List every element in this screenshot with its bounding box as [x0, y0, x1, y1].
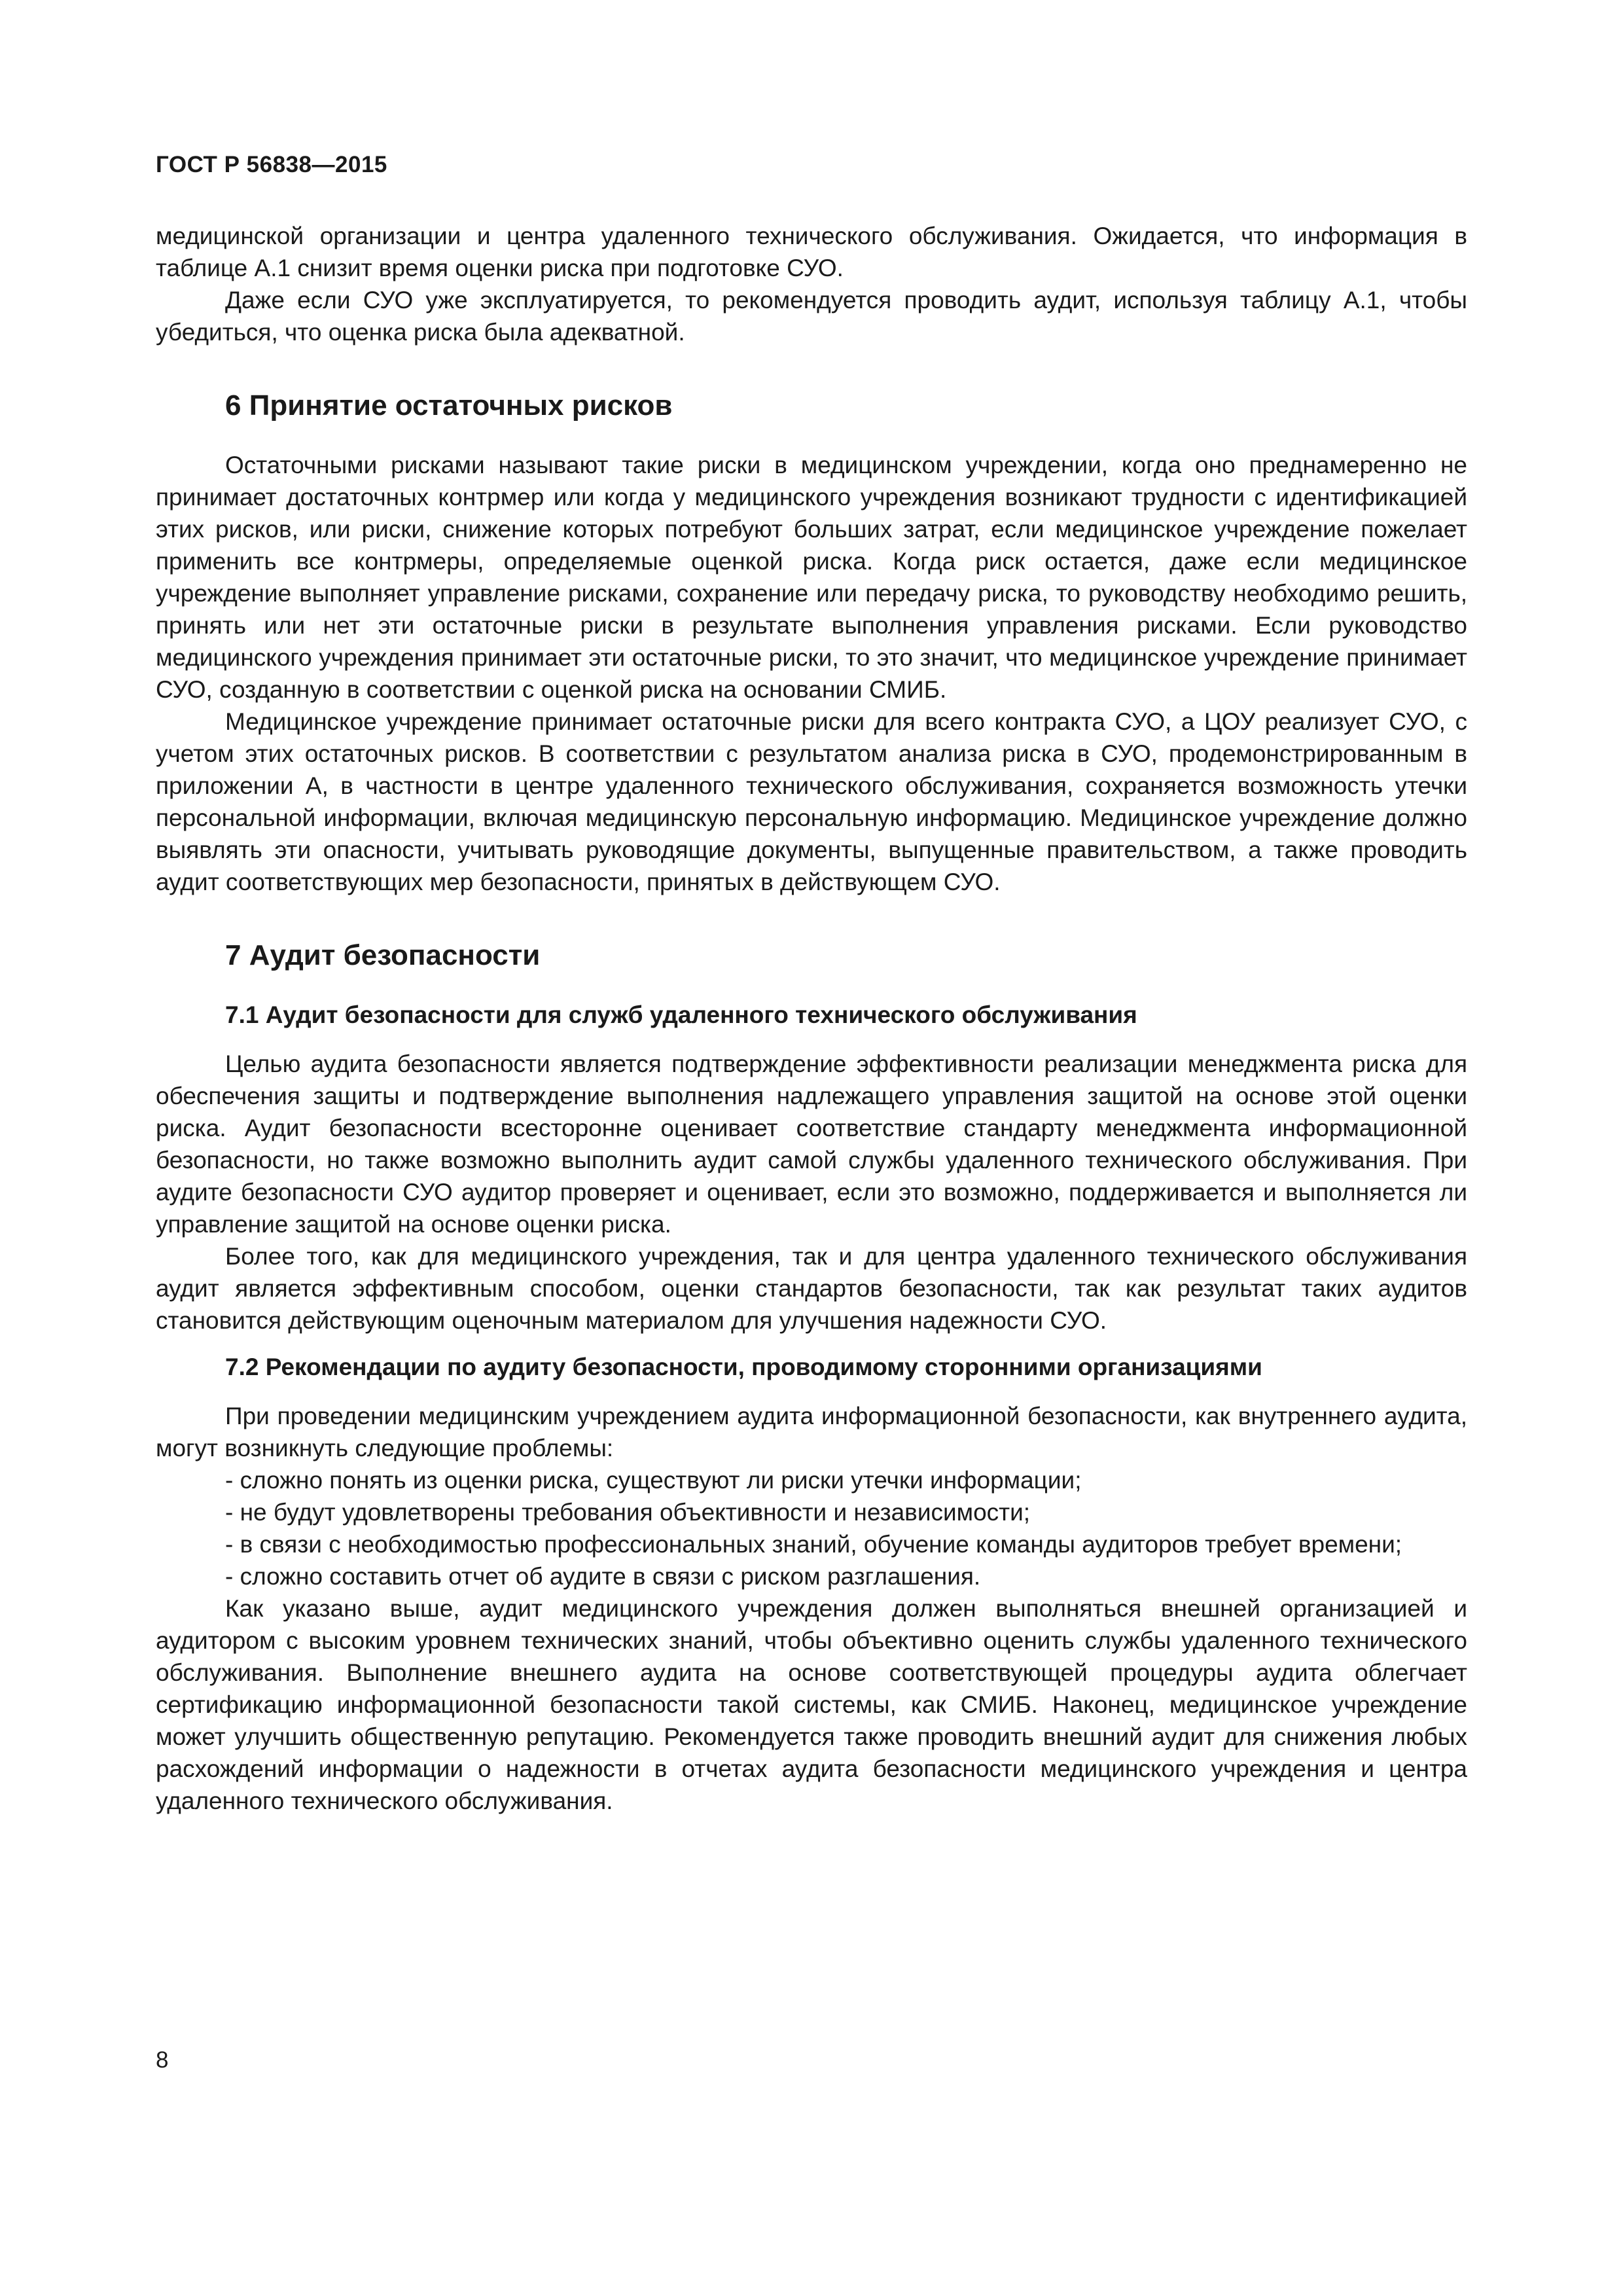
intro-paragraph: Даже если СУО уже эксплуатируется, то рекомендуется проводить аудит, используя таблицу А.1, чтобы убедиться, что оценка риска была адекватной. — [156, 287, 1467, 346]
subsection-7-2-paragraph-1: При проведении медицинским учреждением аудита информационной безопасности, как внутреннего аудита, могут возникнуть следующие проблемы: — [156, 1403, 1467, 1462]
subsection-7-2-paragraph-2: Как указано выше, аудит медицинского учреждения должен выполняться внешней организацией и аудитором с высоким уровнем технических знаний, чтобы объективно оценить службы удаленного технического обслуживания. Выполнение внешнего аудита на основе соответствующей процедуры аудита облегчает сертификацию информационной безопасности такой системы, как СМИБ. Наконец, медицинское учреждение может улучшить общественную репутацию. Рекомендуется также проводить внешний аудит для снижения любых расхождений информации о надежности в отчетах аудита безопасности медицинского учреждения и центра удаленного технического обслуживания. — [156, 1595, 1467, 1814]
section-7-title: 7 Аудит безопасности — [225, 939, 541, 971]
list-item: - сложно понять из оценки риска, существуют ли риски утечки информации; — [225, 1467, 1082, 1494]
subsection-7-1-paragraph-1: Целью аудита безопасности является подтверждение эффективности реализации менеджмента риска для обеспечения защиты и подтверждение выполнения надлежащего управления защитой на основе этой оценки риска. Аудит безопасности всесторонне оценивает соответствие стандарту менеджмента информационной безопасности, но также возможно выполнить аудит самой службы удаленного технического обслуживания. При аудите безопасности СУО аудитор проверяет и оценивает, если это возможно, поддерживается и выполняется ли управление защитой на основе оценки риска. — [156, 1050, 1467, 1238]
subsection-7-2-title: 7.2 Рекомендации по аудиту безопасности, проводимому сторонними организациями — [225, 1354, 1262, 1380]
list-item: - не будут удовлетворены требования объективности и независимости; — [225, 1499, 1031, 1526]
document-body — [156, 220, 1467, 1817]
list-item: - сложно составить отчет об аудите в связи с риском разглашения. — [225, 1563, 981, 1590]
standard-header: ГОСТ Р 56838—2015 — [156, 152, 387, 177]
list-item: - в связи с необходимостью профессиональных знаний, обучение команды аудиторов требует времени; — [225, 1531, 1402, 1558]
subsection-7-1-title: 7.1 Аудит безопасности для служб удаленного технического обслуживания — [225, 1001, 1137, 1028]
intro-paragraph-continued: медицинской организации и центра удаленного технического обслуживания. Ожидается, что информация в таблице А.1 снизит время оценки риска при подготовке СУО. — [156, 223, 1467, 281]
section-6-title: 6 Принятие остаточных рисков — [225, 389, 673, 422]
subsection-7-1-paragraph-2: Более того, как для медицинского учреждения, так и для центра удаленного технического обслуживания аудит является эффективным способом, оценки стандартов безопасности, так как результат таких аудитов становится действующим оценочным материалом для улучшения надежности СУО. — [156, 1243, 1467, 1334]
section-6-paragraph-1: Остаточными рисками называют такие риски в медицинском учреждении, когда оно преднамеренно не принимает достаточных контрмер или когда у медицинского учреждения возникают трудности с идентификацией этих рисков, или риски, снижение которых потребуют больших затрат, если медицинское учреждение пожелает применить все контрмеры, определяемые оценкой риска. Когда риск остается, даже если медицинское учреждение выполняет управление рисками, сохранение или передачу риска, то руководству необходимо решить, принять или нет эти остаточные риски в результате выполнения управления рисками. Если руководство медицинского учреждения принимает эти остаточные риски, то это значит, что медицинское учреждение принимает СУО, созданную в соответствии с оценкой риска на основании СМИБ. — [156, 452, 1467, 703]
section-6-paragraph-2: Медицинское учреждение принимает остаточные риски для всего контракта СУО, а ЦОУ реализует СУО, с учетом этих остаточных рисков. В соответствии с результатом анализа риска в СУО, продемонстрированным в приложении А, в частности в центре удаленного технического обслуживания, сохраняется возможность утечки персональной информации, включая медицинскую персональную информацию. Медицинское учреждение должно выявлять эти опасности, учитывать руководящие документы, выпущенные правительством, а также проводить аудит соответствующих мер безопасности, принятых в действующем СУО. — [156, 708, 1467, 895]
page-number: 8 — [156, 2047, 169, 2073]
